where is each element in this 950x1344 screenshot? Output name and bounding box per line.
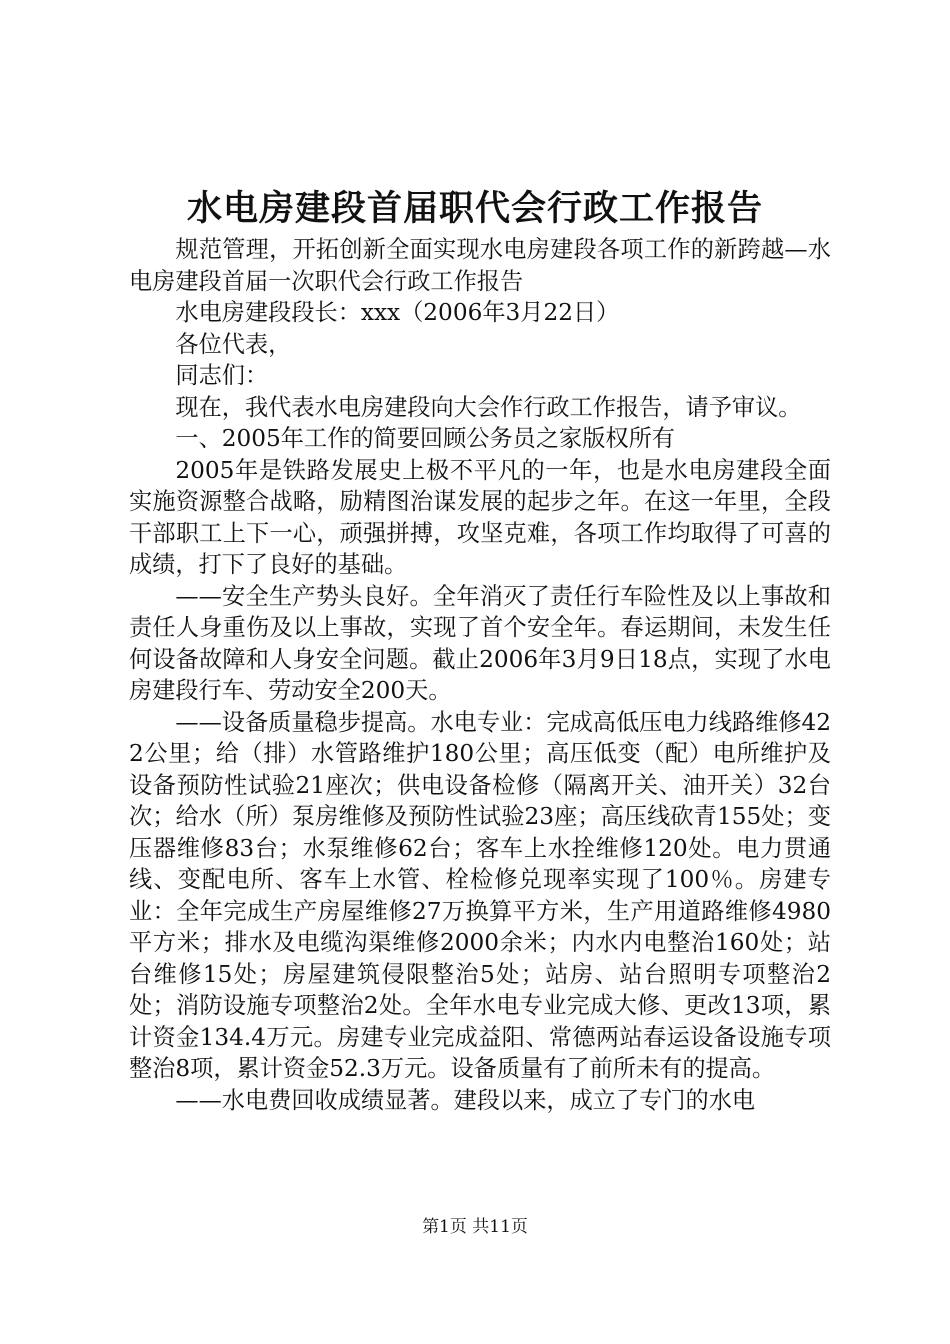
paragraph-equipment: ——设备质量稳步提高。水电专业：完成高低压电力线路维修422公里；给（排）水管路维护180公里；高压低变（配）电所维护及设备预防性试验21座次；供电设备检修（隔离开关、油开关）32台次；给水（所）泵房维修及预防性试验23座；高压线砍青155处；变压器维修83台；水泵维修62台；客车上水拴维修120处。电力贯通线、变配电所、客车上水管、栓检修兑现率实现了100％。房建专业：全年完成生产房屋维修27万换算平方米，生产用道路维修4980平方米；排水及电缆沟渠维修2000余米；内水内电整治160处；站台维修15处；房屋建筑侵限整治5处；站房、站台照明专项整治2处；消防设施专项整治2处。全年水电专业完成大修、更改13项，累计资金134.4万元。房建专业完成益阳、常德两站春运设备设施专项整治8项，累计资金52.3万元。设备质量有了前所未有的提高。 [129,708,831,1082]
page-number: 第1页 共11页 [422,1217,528,1237]
paragraph-author: 水电房建段段长：xxx（2006年3月22日） [175,299,620,326]
paragraph-overview: 2005年是铁路发展史上极不平凡的一年，也是水电房建段全面实施资源整合战略，励精图治谋发展的起步之年。在这一年里，全段干部职工上下一心，顽强拼搏，攻坚克难，各项工作均取得了可喜的成绩，打下了良好的基础。 [129,456,831,578]
paragraph-fees: ——水电费回收成绩显著。建段以来，成立了专门的水电 [175,1086,756,1114]
paragraph-greeting: 各位代表， [175,330,292,358]
paragraph-salutation: 同志们： [175,362,269,389]
paragraph-safety: ——安全生产势头良好。全年消灭了责任行车险性及以上事故和责任人身重伤及以上事故，实现了首个安全年。春运期间，未发生任何设备故障和人身安全问题。截止2006年3月9日18点，实现了水电房建段行车、劳动安全200天。 [129,582,831,704]
paragraph-intro: 现在，我代表水电房建段向大会作行政工作报告，请予审议。 [175,393,802,421]
paragraph-subtitle: 规范管理，开拓创新全面实现水电房建段各项工作的新跨越—水电房建段首届一次职代会行政工作报告 [129,236,831,295]
section-heading: 一、2005年工作的简要回顾公务员之家版权所有 [175,425,675,452]
document-title: 水电房建段首届职代会行政工作报告 [186,188,763,229]
document-body [129,234,831,1116]
